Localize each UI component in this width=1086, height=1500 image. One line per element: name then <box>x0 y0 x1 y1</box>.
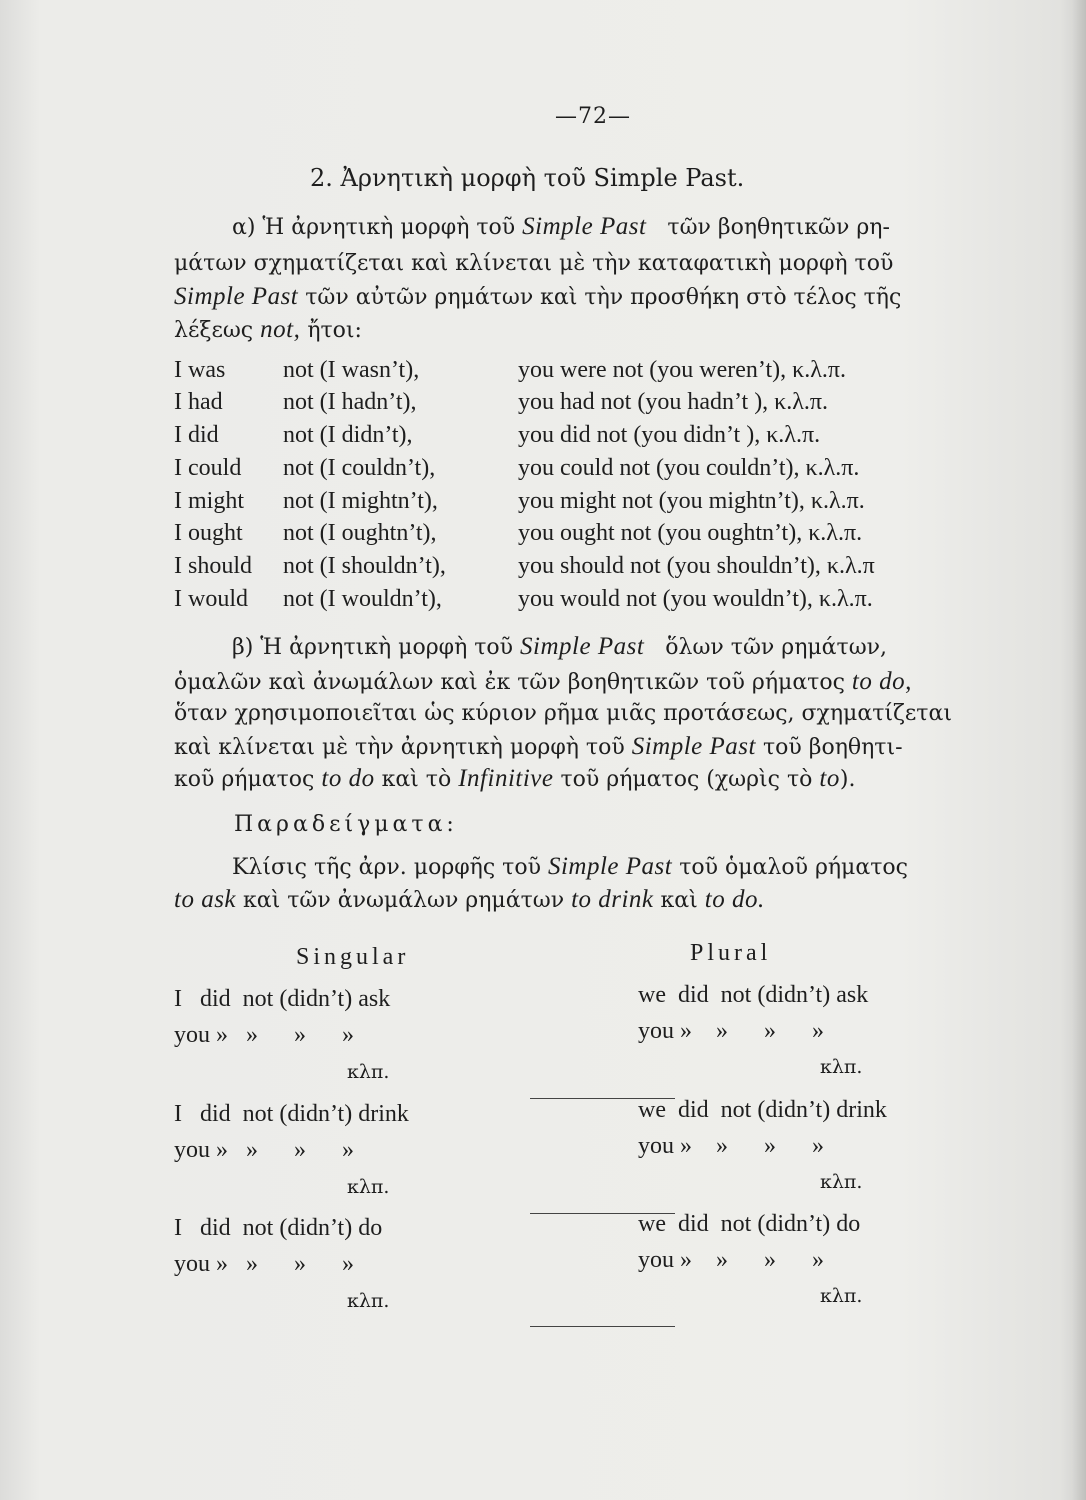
text: ὅλων τῶν ρημάτων, <box>665 635 887 660</box>
text: α) Ἡ ἀρνητικὴ μορφὴ τοῦ <box>232 215 516 240</box>
singular-row-1: I did not (didn’t) do <box>174 1215 383 1241</box>
term: to do. <box>704 886 765 913</box>
para-b-line-4 <box>174 733 903 761</box>
list-row-subject: I ought <box>174 520 243 546</box>
para-a-line-1 <box>232 213 890 241</box>
para-b-line-3: ὅταν χρησιμοποιεῖται ὡς κύριον ρῆμα μιᾶς προτάσεως, σχηματίζεται <box>174 701 952 726</box>
list-row-plural-form: you did not (you didn’t ), κ.λ.π. <box>518 422 821 448</box>
list-row-plural-form: you ought not (you oughtn’t), κ.λ.π. <box>518 520 863 546</box>
text: β) Ἡ ἀρνητικὴ μορφὴ τοῦ <box>232 635 514 660</box>
plural-row-2: you » » » » <box>638 1018 824 1044</box>
list-row-negation: not (I didn’t), <box>283 422 413 448</box>
term: Simple Past <box>547 853 673 880</box>
end-divider <box>530 1326 675 1327</box>
para-a-line-4 <box>174 316 362 344</box>
header-plural: Plural <box>690 940 772 966</box>
list-row-subject: I should <box>174 553 252 579</box>
text: καὶ τὸ <box>381 767 452 792</box>
plural-row-1: we did not (didn’t) ask <box>638 982 869 1008</box>
list-row-plural-form: you were not (you weren’t), κ.λ.π. <box>518 357 846 383</box>
singular-row-1: I did not (didn’t) drink <box>174 1101 409 1127</box>
text: λέξεως <box>174 318 254 343</box>
singular-etc: κλπ. <box>347 1290 390 1312</box>
plural-etc: κλπ. <box>820 1056 863 1078</box>
text: τῶν αὐτῶν ρημάτων καὶ τὴν προσθήκη στὸ τέλος τῆς <box>305 285 902 310</box>
plural-etc: κλπ. <box>820 1285 863 1307</box>
list-row-negation: not (I oughtn’t), <box>283 520 437 546</box>
list-row-negation: not (I mightn’t), <box>283 488 438 514</box>
text: καὶ κλίνεται μὲ τὴν ἀρνητικὴ μορφὴ τοῦ <box>174 735 625 760</box>
plural-row-1: we did not (didn’t) drink <box>638 1097 887 1123</box>
term: not, <box>260 316 301 343</box>
list-row-plural-form: you would not (you wouldn’t), κ.λ.π. <box>518 586 873 612</box>
text: κοῦ ρήματος <box>174 767 315 792</box>
page-edge-shadow <box>1072 0 1086 1500</box>
term: Simple Past <box>631 733 756 760</box>
plural-row-2: you » » » » <box>638 1247 824 1273</box>
list-row-negation: not (I hadn’t), <box>283 389 417 415</box>
list-row-subject: I would <box>174 586 248 612</box>
term: to do <box>321 765 375 792</box>
text: ἤτοι: <box>307 318 362 343</box>
term: to ask <box>174 886 237 913</box>
term: to do, <box>851 668 912 695</box>
klisis-line-1 <box>232 853 908 881</box>
list-row-negation: not (I wouldn’t), <box>283 586 442 612</box>
header-singular: Singular <box>296 944 410 970</box>
singular-etc: κλπ. <box>347 1176 390 1198</box>
para-b-line-1 <box>232 633 887 661</box>
section-heading-text: 2. Ἀρνητικὴ μορφὴ τοῦ Simple Past. <box>310 164 745 192</box>
term: to drink <box>571 886 654 913</box>
singular-row-2: you » » » » <box>174 1022 354 1048</box>
para-a-line-2: μάτων σχηματίζεται καὶ κλίνεται μὲ τὴν καταφατικὴ μορφὴ τοῦ <box>174 251 894 276</box>
page-number: —72— <box>555 104 631 129</box>
text: Κλίσις τῆς ἀρν. μορφῆς τοῦ <box>232 855 541 880</box>
text: τῶν βοηθητικῶν ρη- <box>667 215 890 240</box>
text: καὶ τῶν ἀνωμάλων ρημάτων <box>243 888 565 913</box>
list-row-subject: I had <box>174 389 223 415</box>
plural-etc: κλπ. <box>820 1171 863 1193</box>
text: τοῦ βοηθητι- <box>762 735 903 760</box>
list-row-subject: I could <box>174 455 242 481</box>
singular-etc: κλπ. <box>347 1061 390 1083</box>
klisis-line-2 <box>174 886 765 914</box>
list-row-negation: not (I wasn’t), <box>283 357 420 383</box>
list-row-subject: I was <box>174 357 226 383</box>
text: τοῦ ὁμαλοῦ ρήματος <box>679 855 908 880</box>
singular-row-1: I did not (didn’t) ask <box>174 986 391 1012</box>
singular-row-2: you » » » » <box>174 1137 354 1163</box>
text: ). <box>839 767 856 792</box>
text: ὁμαλῶν καὶ ἀνωμάλων καὶ ἐκ τῶν βοηθητικῶν τοῦ ρήματος <box>174 670 845 695</box>
text: καὶ <box>660 888 698 913</box>
term: Simple Past <box>174 283 299 310</box>
list-row-plural-form: you had not (you hadn’t ), κ.λ.π. <box>518 389 829 415</box>
para-b-line-2 <box>174 668 912 696</box>
singular-row-2: you » » » » <box>174 1251 354 1277</box>
list-row-plural-form: you should not (you shouldn’t), κ.λ.π <box>518 553 875 579</box>
list-row-plural-form: you might not (you mightn’t), κ.λ.π. <box>518 488 865 514</box>
term: Simple Past <box>520 633 645 660</box>
section-heading <box>310 164 744 192</box>
term: Simple Past <box>522 213 647 240</box>
para-b-line-5 <box>174 765 855 793</box>
term: Infinitive <box>458 765 554 792</box>
text: τοῦ ρήματος (χωρὶς τὸ <box>560 767 813 792</box>
para-a-line-3 <box>174 283 901 311</box>
examples-title: Παραδείγματα: <box>234 812 458 837</box>
list-row-plural-form: you could not (you couldn’t), κ.λ.π. <box>518 455 860 481</box>
list-row-negation: not (I couldn’t), <box>283 455 436 481</box>
plural-row-2: you » » » » <box>638 1133 824 1159</box>
list-row-subject: I might <box>174 488 244 514</box>
list-row-subject: I did <box>174 422 219 448</box>
plural-row-1: we did not (didn’t) do <box>638 1211 861 1237</box>
list-row-negation: not (I shouldn’t), <box>283 553 446 579</box>
term: to <box>819 765 840 792</box>
